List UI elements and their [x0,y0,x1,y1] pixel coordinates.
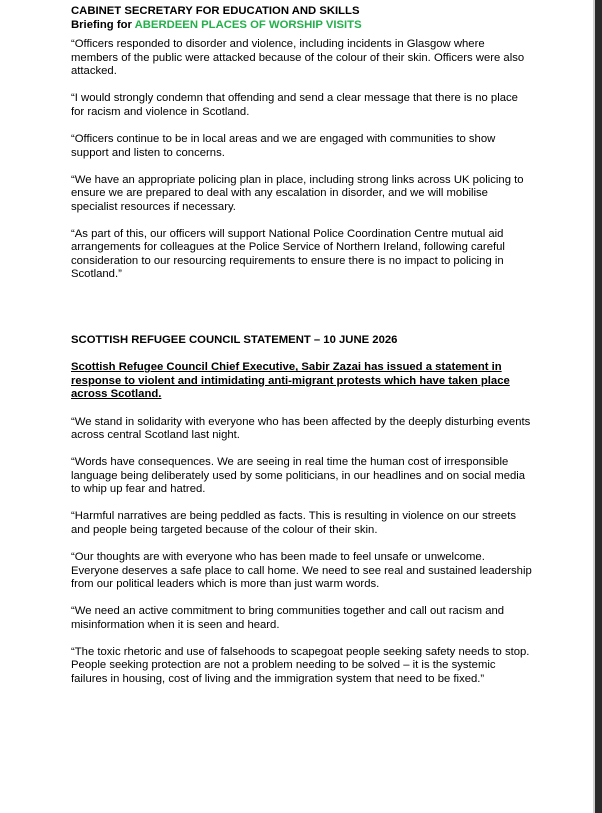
paragraph: “The toxic rhetoric and use of falsehoods to scapegoat people seeking safety needs to stop. People seeking protection are not a problem needing to be solved – it is the systemic failures in housing, cost of living and the immigration system that need to be fixed.” [71,645,530,685]
section-police-statement [71,38,533,282]
paragraph: “Officers continue to be in local areas and we are engaged with communities to show support and listen to concerns. [71,132,496,159]
document-header-subtitle [71,19,533,33]
section-title: SCOTTISH REFUGEE COUNCIL STATEMENT – 10 JUNE 2026 [71,334,398,347]
document-header-title: CABINET SECRETARY FOR EDUCATION AND SKILLS [71,5,360,17]
paragraph: “Words have consequences. We are seeing in real time the human cost of irresponsible language being deliberately used by some politicians, in our headlines and on social media to whip up fear and hatred. [71,456,526,496]
briefing-accent-title: ABERDEEN PLACES OF WORSHIP VISITS [134,18,362,31]
section-lead: Scottish Refugee Council Chief Executive, Sabir Zazai has issued a statement in response to violent and intimidating anti-migrant protests which have taken place across Scotland. [71,361,510,401]
paragraph: “We stand in solidarity with everyone who has been affected by the deeply disturbing events across central Scotland last night. [71,415,531,442]
paragraph: “We have an appropriate policing plan in place, including strong links across UK policing to ensure we are prepared to deal with any escalation in disorder, and we will mobilise specialist resources if necessary. [71,173,524,213]
paragraph: “We need an active commitment to bring communities together and call out racism and misinformation when it is seen and heard. [71,605,505,631]
paragraph: “I would strongly condemn that offending and send a clear message that there is no place for racism and violence in Scotland. [71,92,518,118]
document-body [71,5,533,700]
section-refugee-council [71,334,533,686]
briefing-label: Briefing for [71,18,135,31]
page-edge-border [595,0,602,813]
paragraph: “Our thoughts are with everyone who has been made to feel unsafe or unwelcome. Everyone deserves a safe place to call home. We need to see real and sustained leadership from our political leaders which is more than just warm words. [71,550,532,591]
paragraph: “As part of this, our officers will support National Police Coordination Centre mutual aid arrangements for colleagues at the Police Service of Northern Ireland, following careful consideration to our resourcing requirements to ensure there is no impact to policing in Scotland.” [71,227,505,281]
paragraph: “Harmful narratives are being peddled as facts. This is resulting in violence on our streets and people being targeted because of the colour of their skin. [71,510,516,536]
paragraph: “Officers responded to disorder and violence, including incidents in Glasgow where members of the public were attacked because of the colour of their skin. Officers were also attacked. [71,38,525,78]
